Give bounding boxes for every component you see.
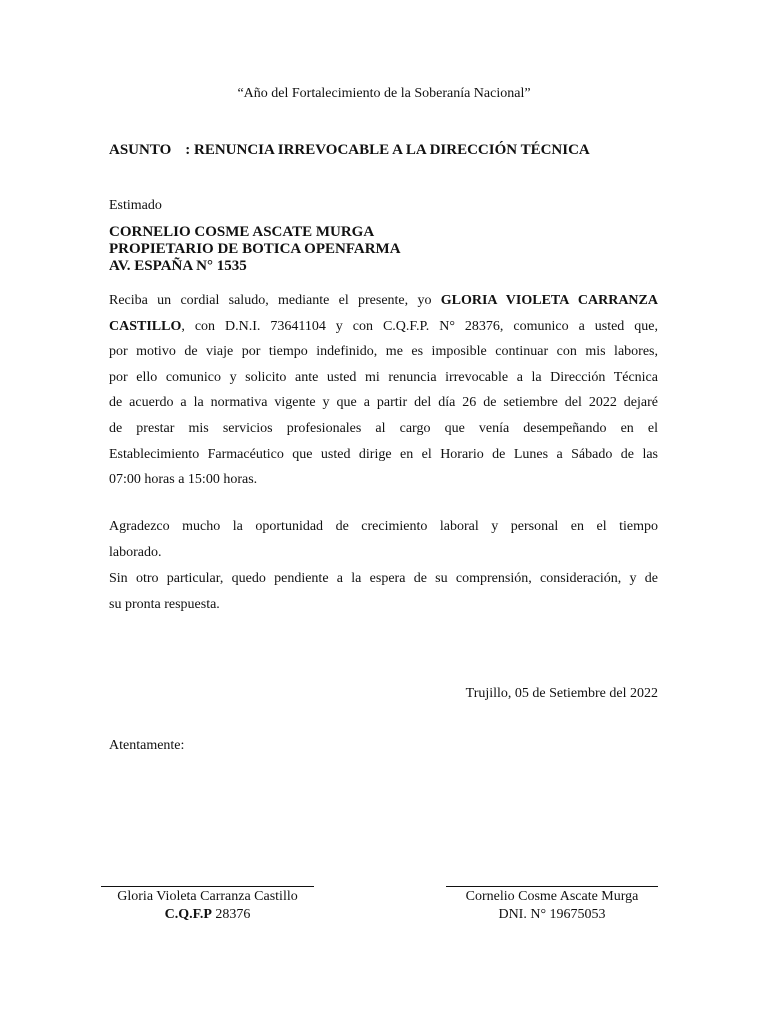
body-line: Establecimiento Farmacéutico que usted dirige en el Horario de Lunes a Sábado de las (109, 446, 658, 462)
signatory-name: Cornelio Cosme Ascate Murga (465, 889, 639, 904)
place-date: Trujillo, 05 de Setiembre del 2022 (465, 686, 658, 701)
body-line: de acuerdo a la normativa vigente y que a partir del día 26 de setiembre del 2022 dejaré (109, 395, 658, 411)
body-line: por ello comunico y solicito ante usted mi renuncia irrevocable a la Dirección Técnica (109, 369, 658, 385)
body-paragraph-1 (109, 288, 658, 493)
body-line: laborado. (109, 544, 162, 560)
subject-label: ASUNTO (109, 142, 172, 158)
sender-name-bold: GLORIA VIOLETA CARRANZA (440, 293, 658, 308)
body-text: Reciba un cordial saludo, mediante el presente, yo (109, 293, 441, 308)
signature-line-right (446, 886, 658, 887)
subject-text: RENUNCIA IRREVOCABLE A LA DIRECCIÓN TÉCNICA (194, 142, 590, 158)
body-line: por motivo de viaje por tiempo indefinido, me es imposible continuar con mis labores, (109, 344, 658, 360)
recipient-address: AV. ESPAÑA N° 1535 (109, 258, 247, 274)
body-line: Sin otro particular, quedo pendiente a la espera de su comprensión, consideración, y de (109, 571, 658, 586)
signatory-id-value: 28376 (211, 907, 251, 922)
closing: Atentamente: (109, 738, 185, 753)
signatory-id-label: C.Q.F.P (164, 907, 212, 922)
signatory-name: Gloria Violeta Carranza Castillo (117, 889, 298, 904)
body-text: , con D.N.I. 73641104 y con C.Q.F.P. N° 28376, comunico a usted que, (181, 318, 658, 334)
recipient-title: PROPIETARIO DE BOTICA OPENFARMA (109, 241, 401, 257)
signature-block-left (101, 888, 314, 923)
body-line (109, 288, 658, 314)
body-line: Agradezco mucho la oportunidad de crecimiento laboral y personal en el tiempo (109, 519, 658, 534)
body-paragraph-3 (109, 566, 658, 617)
signature-line-left (101, 886, 314, 887)
body-line: su pronta respuesta. (109, 596, 220, 612)
subject-separator: : (185, 142, 191, 158)
body-paragraph-2 (109, 514, 658, 565)
sender-surname-bold: CASTILLO (109, 318, 182, 334)
signature-block-right (446, 888, 658, 923)
body-line (109, 314, 658, 340)
signatory-id: DNI. N° 19675053 (498, 907, 606, 922)
year-motto: “Año del Fortalecimiento de la Soberanía Nacional” (237, 86, 531, 101)
subject-line (109, 142, 590, 159)
body-line: de prestar mis servicios profesionales al cargo que venía desempeñando en el (109, 420, 658, 436)
signatory-id (101, 906, 314, 923)
recipient-name: CORNELIO COSME ASCATE MURGA (109, 224, 375, 240)
greeting: Estimado (109, 198, 162, 213)
body-line: 07:00 horas a 15:00 horas. (109, 472, 258, 488)
